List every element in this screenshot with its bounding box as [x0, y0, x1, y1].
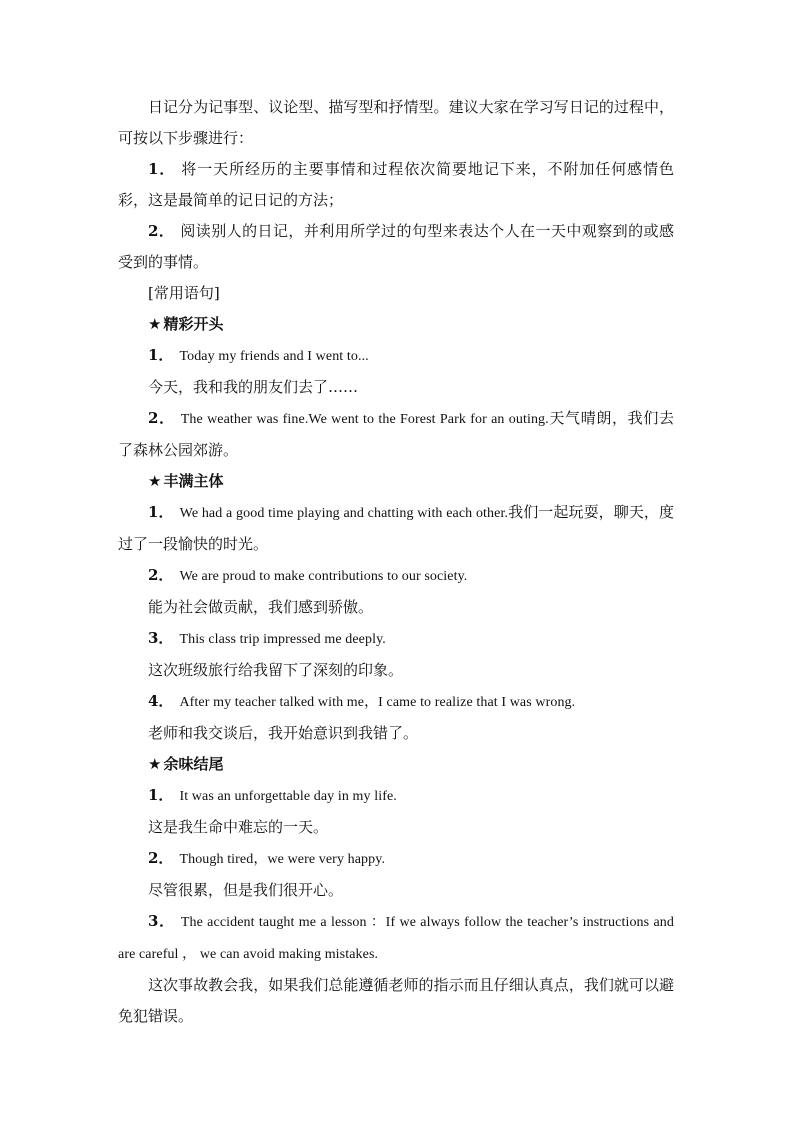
intro-step-1 — [118, 154, 674, 216]
phrase-english: Today my friends and I went to... — [179, 349, 369, 364]
group-heading — [118, 749, 674, 780]
phrase-number: 1． — [148, 786, 174, 804]
phrase-item — [118, 686, 674, 718]
phrase-chinese: 尽管很累，但是我们很开心。 — [148, 881, 344, 899]
phrase-item — [118, 340, 674, 372]
phrase-number: 2． — [148, 409, 175, 427]
phrase-chinese: 今天，我和我的朋友们去了…… — [148, 378, 359, 396]
phrase-chinese: 我们一起玩耍，聊天，度过了一段愉快的时光。 — [118, 503, 675, 553]
phrase-number: 2． — [148, 849, 174, 867]
phrase-english: The weather was fine.We went to the Forest Park for an outing. — [180, 412, 549, 427]
phrase-english: This class trip impressed me deeply. — [179, 632, 386, 647]
phrase-number: 3． — [148, 912, 175, 930]
phrase-number: 1． — [148, 346, 174, 364]
phrase-item — [118, 403, 674, 466]
phrase-item — [118, 906, 674, 970]
phrase-english: After my teacher talked with me，I came to realize that I was wrong. — [179, 695, 576, 710]
intro-step-2 — [118, 216, 674, 278]
star-icon: ★ — [148, 472, 162, 490]
step-number: 1． — [148, 160, 176, 178]
phrase-item — [118, 560, 674, 592]
group-title: 精彩开头 — [163, 315, 224, 333]
phrase-chinese: 能为社会做贡献，我们感到骄傲。 — [148, 598, 374, 616]
document-page — [118, 92, 674, 1032]
phrase-english: We are proud to make contributions to our society. — [179, 569, 468, 584]
phrase-number: 2． — [148, 566, 174, 584]
group-heading — [118, 466, 674, 497]
star-icon: ★ — [148, 315, 162, 333]
phrase-item — [118, 843, 674, 875]
phrase-item — [118, 623, 674, 655]
phrase-number: 4． — [148, 692, 174, 710]
step-number: 2． — [148, 222, 175, 240]
phrase-groups — [118, 309, 674, 1032]
phrase-chinese: 这是我生命中难忘的一天。 — [148, 818, 329, 836]
intro-paragraph: 日记分为记事型、议论型、描写型和抒情型。建议大家在学习写日记的过程中，可按以下步骤进行： — [118, 98, 674, 147]
star-icon: ★ — [148, 755, 162, 773]
phrase-english: Though tired，we were very happy. — [179, 852, 386, 867]
group-title: 余味结尾 — [163, 755, 224, 773]
phrase-english: We had a good time playing and chatting with each other. — [179, 506, 509, 521]
phrase-english: It was an unforgettable day in my life. — [179, 789, 397, 804]
step-text: 阅读别人的日记，并利用所学过的句型来表达个人在一天中观察到的或感受到的事情。 — [118, 222, 674, 271]
phrase-english: The accident taught me a lesson ：If we always follow the teacher’s instructions and are careful ， we can avoid making mistakes. — [118, 915, 675, 962]
phrase-item — [118, 497, 674, 560]
phrase-number: 3． — [148, 629, 174, 647]
group-title: 丰满主体 — [163, 472, 224, 490]
step-text: 将一天所经历的主要事情和过程依次简要地记下来，不附加任何感情色彩，这是最简单的记日记的方法； — [118, 160, 675, 209]
phrase-chinese: 老师和我交谈后，我开始意识到我错了。 — [148, 724, 419, 742]
phrase-chinese: 天气晴朗，我们去了森林公园郊游。 — [118, 409, 674, 459]
group-heading — [118, 309, 674, 340]
phrase-chinese: 这次班级旅行给我留下了深刻的印象。 — [148, 661, 404, 679]
phrase-item — [118, 780, 674, 812]
phrase-number: 1． — [148, 503, 174, 521]
section-label: [常用语句] — [148, 284, 220, 302]
phrase-chinese: 这次事故教会我，如果我们总能遵循老师的指示而且仔细认真点，我们就可以避免犯错误。 — [118, 976, 674, 1025]
